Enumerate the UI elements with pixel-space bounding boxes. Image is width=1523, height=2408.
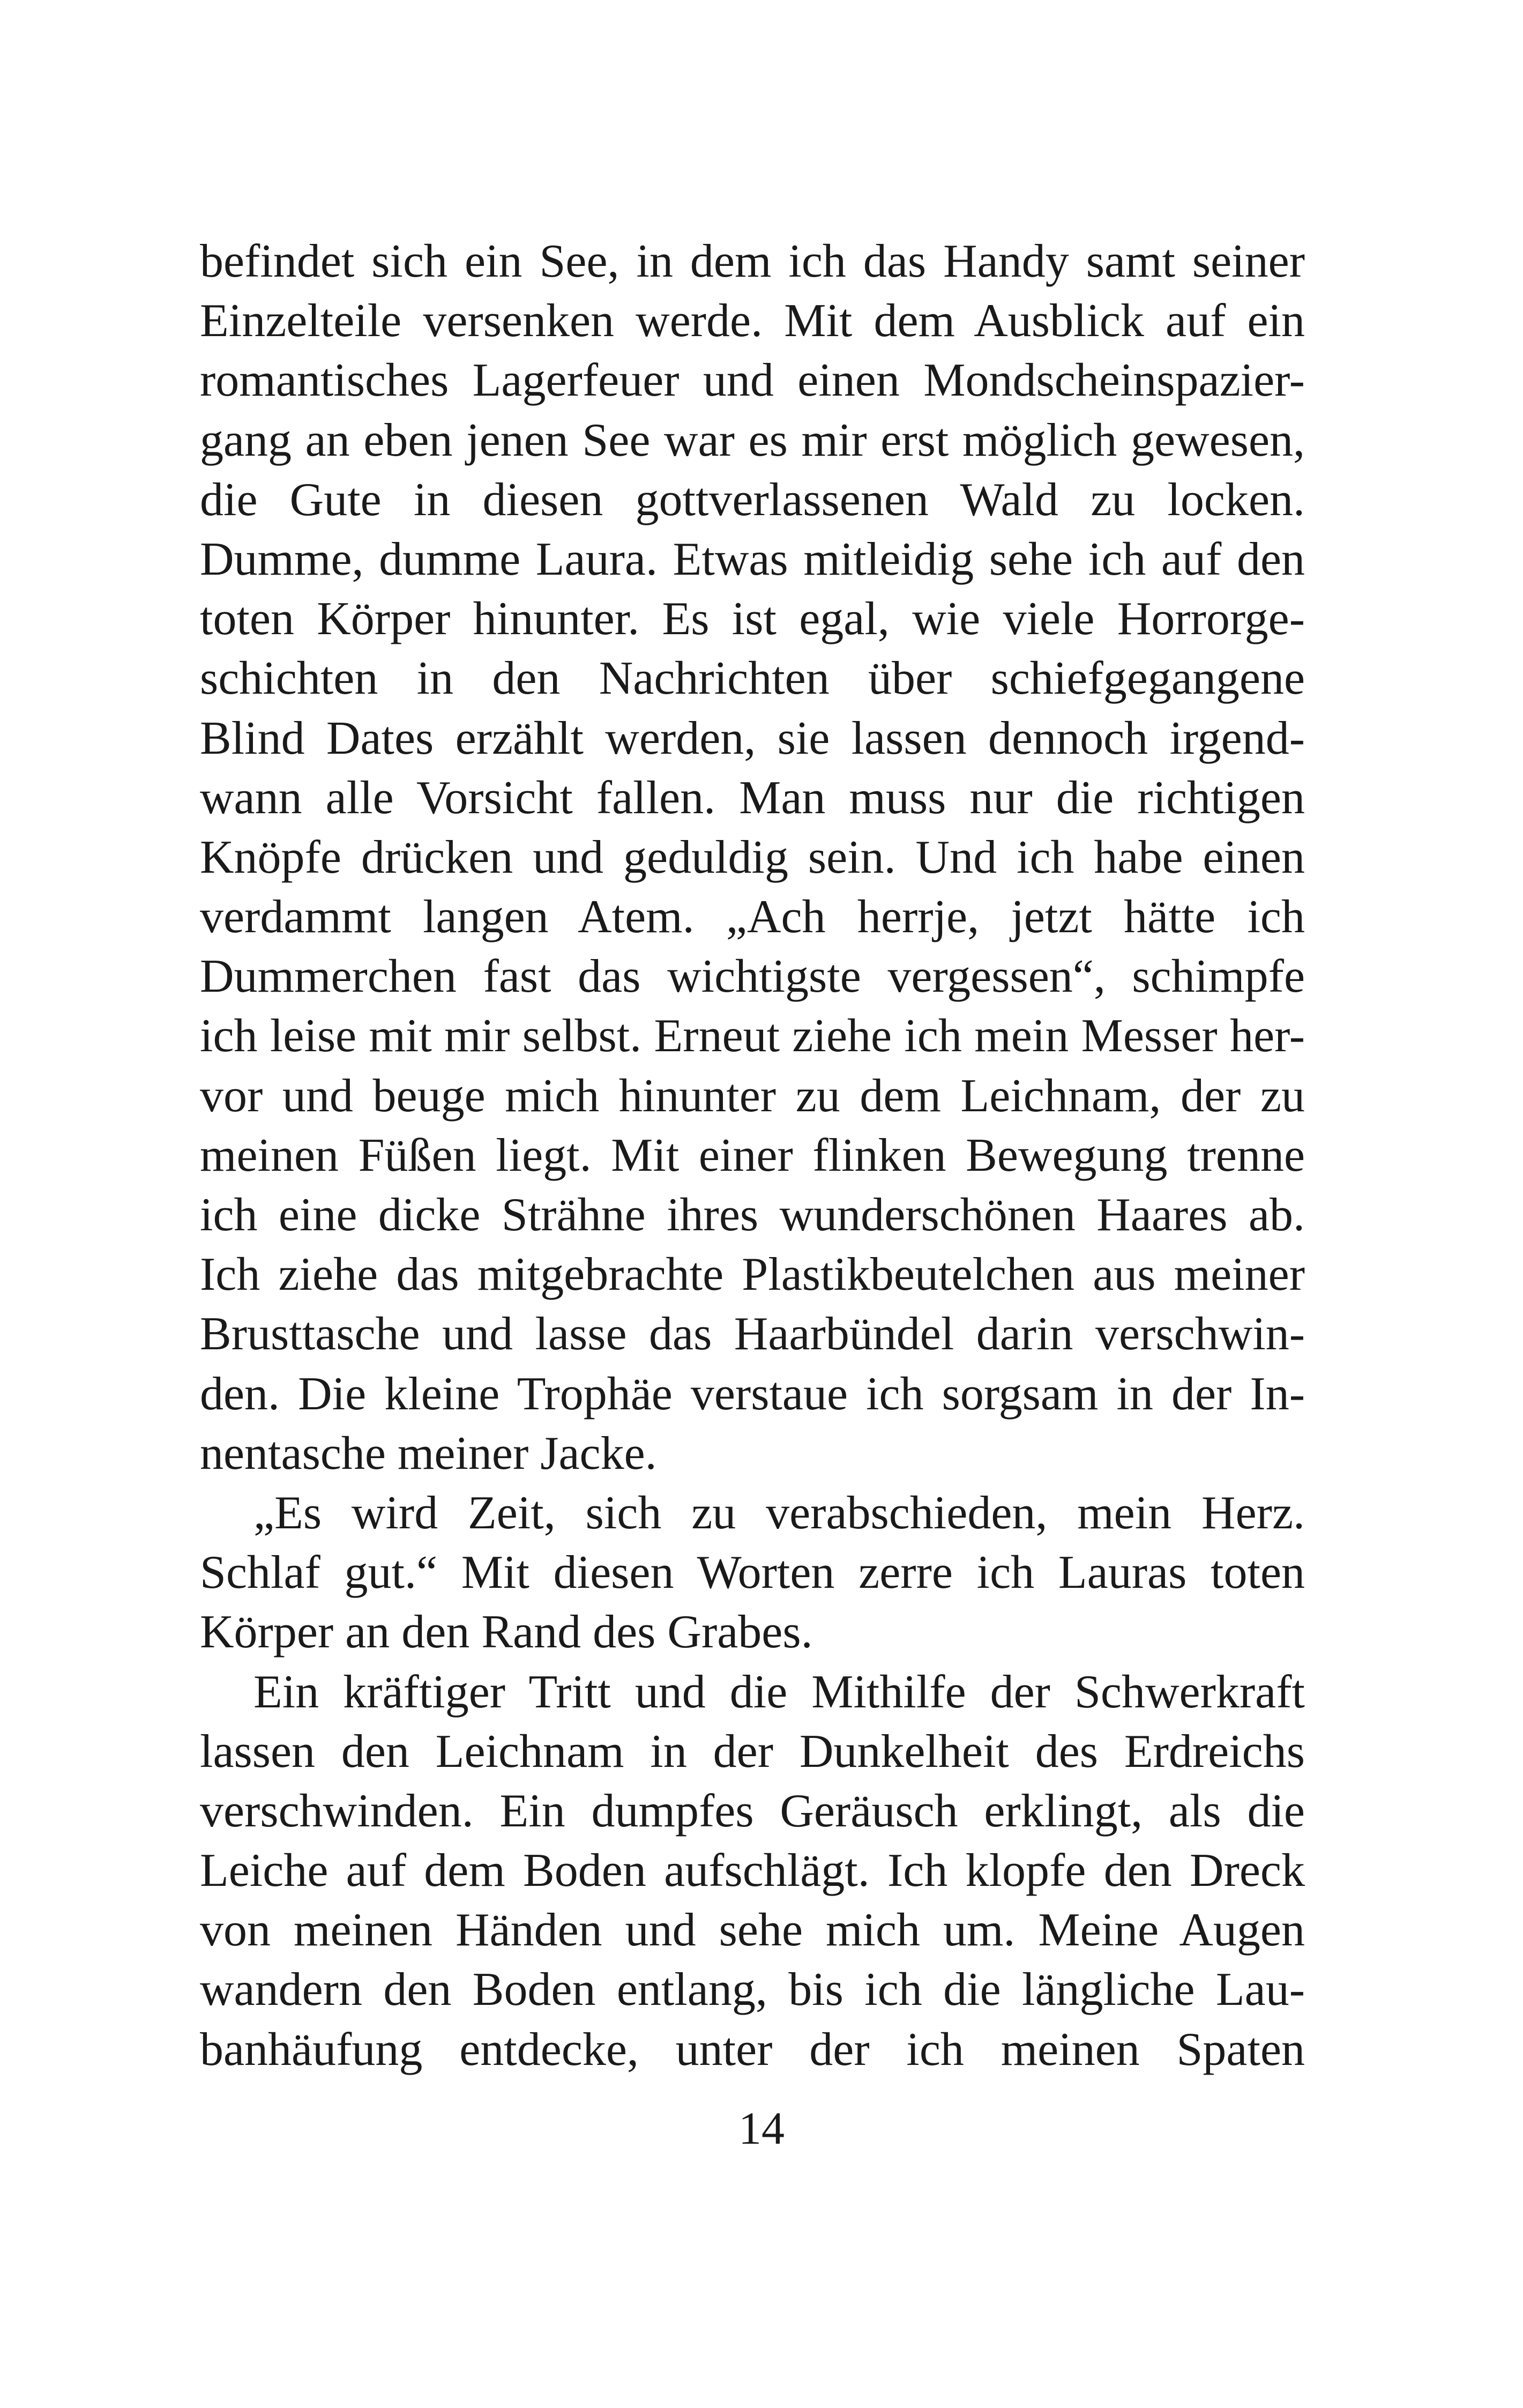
text-line: banhäufung entdecke, unter der ich meinen Spaten	[200, 2023, 1305, 2076]
text-line: vor und beuge mich hinunter zu dem Leichnam, der zu	[200, 1069, 1305, 1122]
text-line: meinen Füßen liegt. Mit einer flinken Bewegung trenne	[200, 1129, 1305, 1181]
text-line: Dumme, dumme Laura. Etwas mitleidig sehe ich auf den	[200, 533, 1305, 585]
text-line: den. Die kleine Trophäe verstaue ich sorgsam in der In-	[200, 1367, 1305, 1420]
text-line: schichten in den Nachrichten über schiefgegangene	[200, 652, 1305, 705]
text-line: Einzelteile versenken werde. Mit dem Ausblick auf ein	[200, 295, 1305, 347]
text-line: ich eine dicke Strähne ihres wunderschönen Haares ab.	[200, 1189, 1305, 1241]
text-line: Knöpfe drücken und geduldig sein. Und ich habe einen	[200, 831, 1305, 883]
text-line: verschwinden. Ein dumpfes Geräusch erklingt, als die	[200, 1785, 1305, 1837]
text-line: Leiche auf dem Boden aufschlägt. Ich klopfe den Dreck	[200, 1845, 1305, 1897]
text-line: toten Körper hinunter. Es ist egal, wie viele Horrorge-	[200, 593, 1305, 645]
text-line: Blind Dates erzählt werden, sie lassen dennoch irgend-	[200, 712, 1305, 764]
text-line: wann alle Vorsicht fallen. Man muss nur die richtigen	[200, 771, 1305, 824]
page-number: 14	[738, 2102, 785, 2154]
text-line: Brusttasche und lasse das Haarbündel darin verschwin-	[200, 1308, 1305, 1361]
body-text	[200, 232, 1305, 2079]
text-line: ich leise mit mir selbst. Erneut ziehe ich mein Messer her-	[200, 1010, 1305, 1062]
text-line: verdammt langen Atem. „Ach herrje, jetzt hätte ich	[200, 891, 1305, 943]
text-line: Schlaf gut.“ Mit diesen Worten zerre ich Lauras toten	[200, 1547, 1305, 1599]
text-line: lassen den Leichnam in der Dunkelheit des Erdreichs	[200, 1725, 1305, 1778]
text-line: Ein kräftiger Tritt und die Mithilfe der Schwerkraft	[253, 1666, 1305, 1718]
text-line: Körper an den Rand des Grabes.	[200, 1606, 813, 1659]
text-line: romantisches Lagerfeuer und einen Mondscheinspazier-	[200, 354, 1305, 407]
text-line: wandern den Boden entlang, bis ich die längliche Lau-	[200, 1964, 1305, 2016]
text-line: Ich ziehe das mitgebrachte Plastikbeutelchen aus meiner	[200, 1248, 1305, 1301]
text-line: „Es wird Zeit, sich zu verabschieden, mein Herz.	[253, 1487, 1305, 1539]
text-line: die Gute in diesen gottverlassenen Wald zu locken.	[200, 473, 1305, 526]
text-line: gang an eben jenen See war es mir erst möglich gewesen,	[200, 414, 1305, 466]
text-line: von meinen Händen und sehe mich um. Meine Augen	[200, 1904, 1305, 1957]
text-line: nentasche meiner Jacke.	[200, 1427, 657, 1480]
text-line: Dummerchen fast das wichtigste vergessen“, schimpfe	[200, 950, 1305, 1003]
text-line: befindet sich ein See, in dem ich das Handy samt seiner	[200, 235, 1305, 287]
